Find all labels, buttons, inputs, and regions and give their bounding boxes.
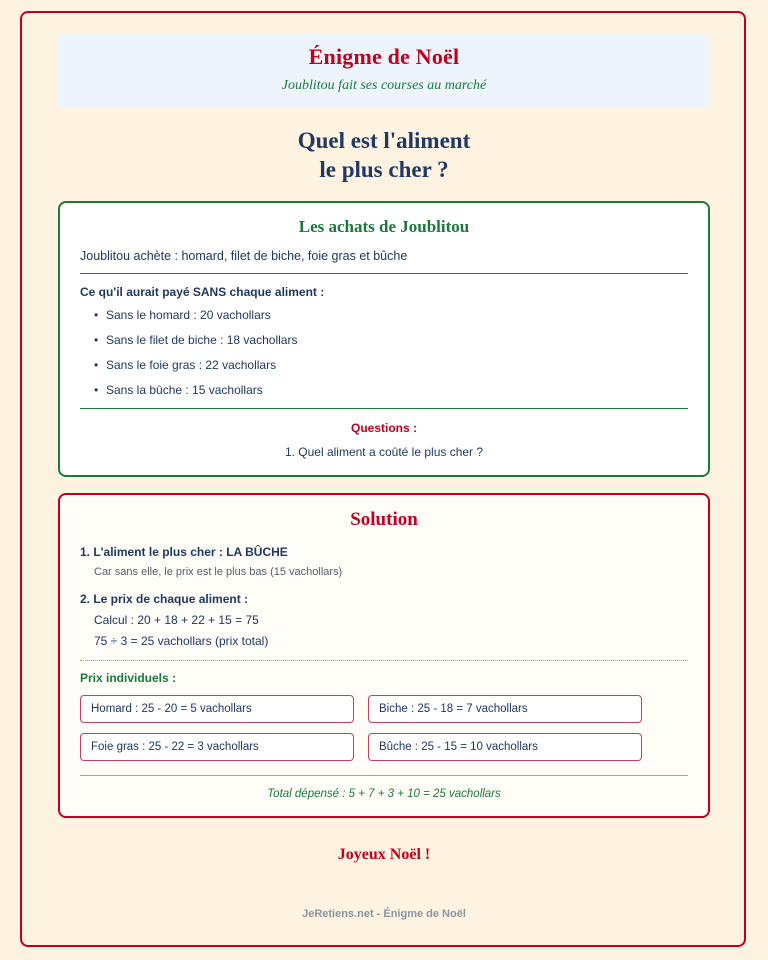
main-question-line-1: Quel est l'aliment: [297, 128, 471, 153]
header-banner: [58, 34, 710, 108]
purchases-card-title: Les achats de Joublitou: [298, 216, 470, 236]
list-item: • Sans la bûche : 15 vachollars: [94, 383, 688, 397]
solution-card-title: Solution: [350, 508, 418, 530]
list-item: • Sans le foie gras : 22 vachollars: [94, 358, 688, 372]
purchases-intro: Joublitou achète : homard, filet de biche, foie gras et bûche: [80, 249, 688, 274]
questions-divider: [80, 408, 688, 409]
questions-heading: Questions :: [350, 420, 417, 435]
page-subtitle: Joublitou fait ses courses au marché: [281, 78, 487, 93]
main-question-line-2: le plus cher ?: [319, 157, 449, 183]
page-title: Énigme de Noël: [308, 44, 460, 69]
solution-calc-2: 75 ÷ 3 = 25 vachollars (prix total): [94, 633, 269, 648]
price-box: Biche : 25 - 18 = 7 vachollars: [368, 695, 642, 723]
total-line: Total dépensé : 5 + 7 + 3 + 10 = 25 vachollars: [267, 787, 501, 800]
purchases-subhead: Ce qu'il aurait payé SANS chaque aliment :: [80, 284, 325, 299]
solution-step-2: 2. Le prix de chaque aliment :: [80, 591, 249, 606]
main-question: [58, 126, 710, 185]
price-box: Foie gras : 25 - 22 = 3 vachollars: [80, 733, 354, 761]
greeting: Joyeux Noël !: [337, 845, 431, 863]
question-item: 1. Quel aliment a coûté le plus cher ?: [284, 444, 484, 459]
purchases-card: [58, 201, 710, 477]
prices-grid: [80, 695, 688, 761]
solution-step-1-note: Car sans elle, le prix est le plus bas (15 vachollars): [94, 565, 343, 578]
solution-step-1: 1. L'aliment le plus cher : LA BÛCHE: [80, 544, 288, 559]
footer: JeRetiens.net - Énigme de Noël: [302, 907, 466, 920]
list-item: • Sans le homard : 20 vachollars: [94, 308, 688, 322]
solution-card: [58, 493, 710, 818]
solution-calc-1: Calcul : 20 + 18 + 22 + 15 = 75: [94, 612, 259, 627]
prices-heading: Prix individuels :: [80, 670, 177, 685]
purchases-list: [80, 308, 688, 397]
prices-divider: [80, 660, 688, 661]
total-divider: [80, 775, 688, 776]
price-box: Homard : 25 - 20 = 5 vachollars: [80, 695, 354, 723]
list-item: • Sans le filet de biche : 18 vachollars: [94, 333, 688, 347]
price-box: Bûche : 25 - 15 = 10 vachollars: [368, 733, 642, 761]
page-content: [58, 34, 710, 920]
